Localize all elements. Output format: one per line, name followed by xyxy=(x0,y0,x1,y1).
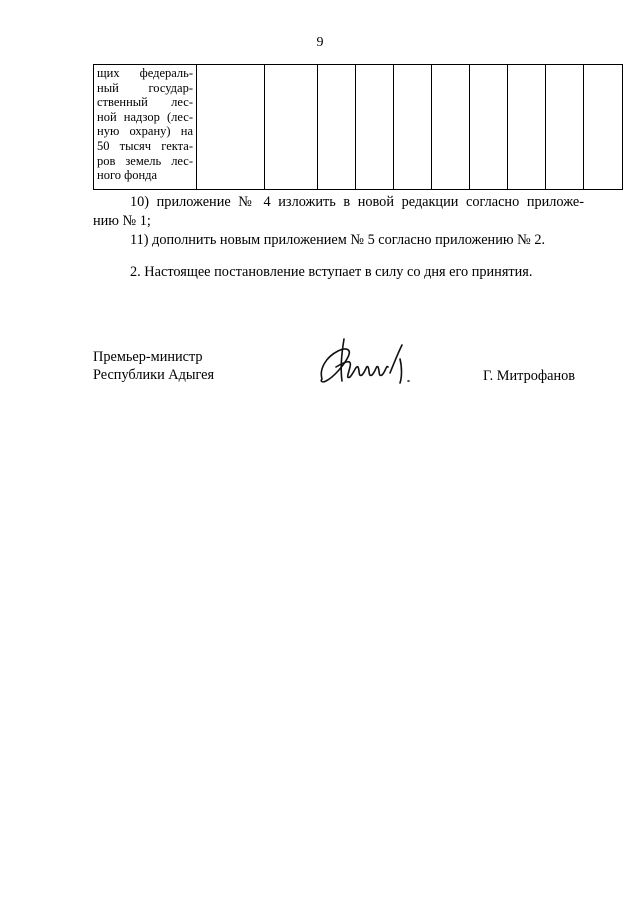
cell-line: ров земель лес- xyxy=(97,153,193,168)
cell-line: ную охрану) на xyxy=(97,124,193,139)
cell-line: 50 тысяч гекта- xyxy=(97,138,193,153)
paragraph-item-10 xyxy=(93,193,584,231)
continuation-table xyxy=(93,64,623,190)
table-cell-empty xyxy=(470,65,508,190)
cell-line: ственный лес- xyxy=(97,95,193,110)
paragraph-item-2: 2. Настоящее постановление вступает в силу со дня его принятия. xyxy=(130,264,533,280)
table-cell-empty xyxy=(356,65,394,190)
signatory-title-line: Республики Адыгея xyxy=(93,367,215,383)
cell-line: ной надзор (лес- xyxy=(97,109,193,124)
signatory-title xyxy=(93,348,214,384)
table-cell-empty xyxy=(432,65,470,190)
signatory-name-text: Г. Митрофанов xyxy=(483,368,576,384)
table-cell-empty xyxy=(584,65,623,190)
handwritten-signature xyxy=(316,337,418,389)
table-cell-empty xyxy=(546,65,584,190)
cell-line: щих федераль- xyxy=(97,66,193,80)
table-cell-description xyxy=(94,65,197,190)
table-cell-empty xyxy=(265,65,318,190)
signatory-name xyxy=(483,367,575,385)
cell-line: ный государ- xyxy=(97,80,193,95)
table-row xyxy=(94,65,623,190)
cell-line: ного фонда xyxy=(97,168,158,183)
table-cell-empty xyxy=(508,65,546,190)
signatory-title-line: Премьер-министр xyxy=(93,349,203,365)
table-cell-empty xyxy=(197,65,265,190)
table-cell-empty xyxy=(318,65,356,190)
paragraph-line: нию № 1; xyxy=(93,213,151,229)
paragraph-line: 10) приложение № 4 изложить в новой редакции согласно приложе- xyxy=(130,194,584,210)
page-number: 9 xyxy=(316,35,324,50)
table-cell-empty xyxy=(394,65,432,190)
paragraph-item-11: 11) дополнить новым приложением № 5 согласно приложению № 2. xyxy=(130,232,546,248)
